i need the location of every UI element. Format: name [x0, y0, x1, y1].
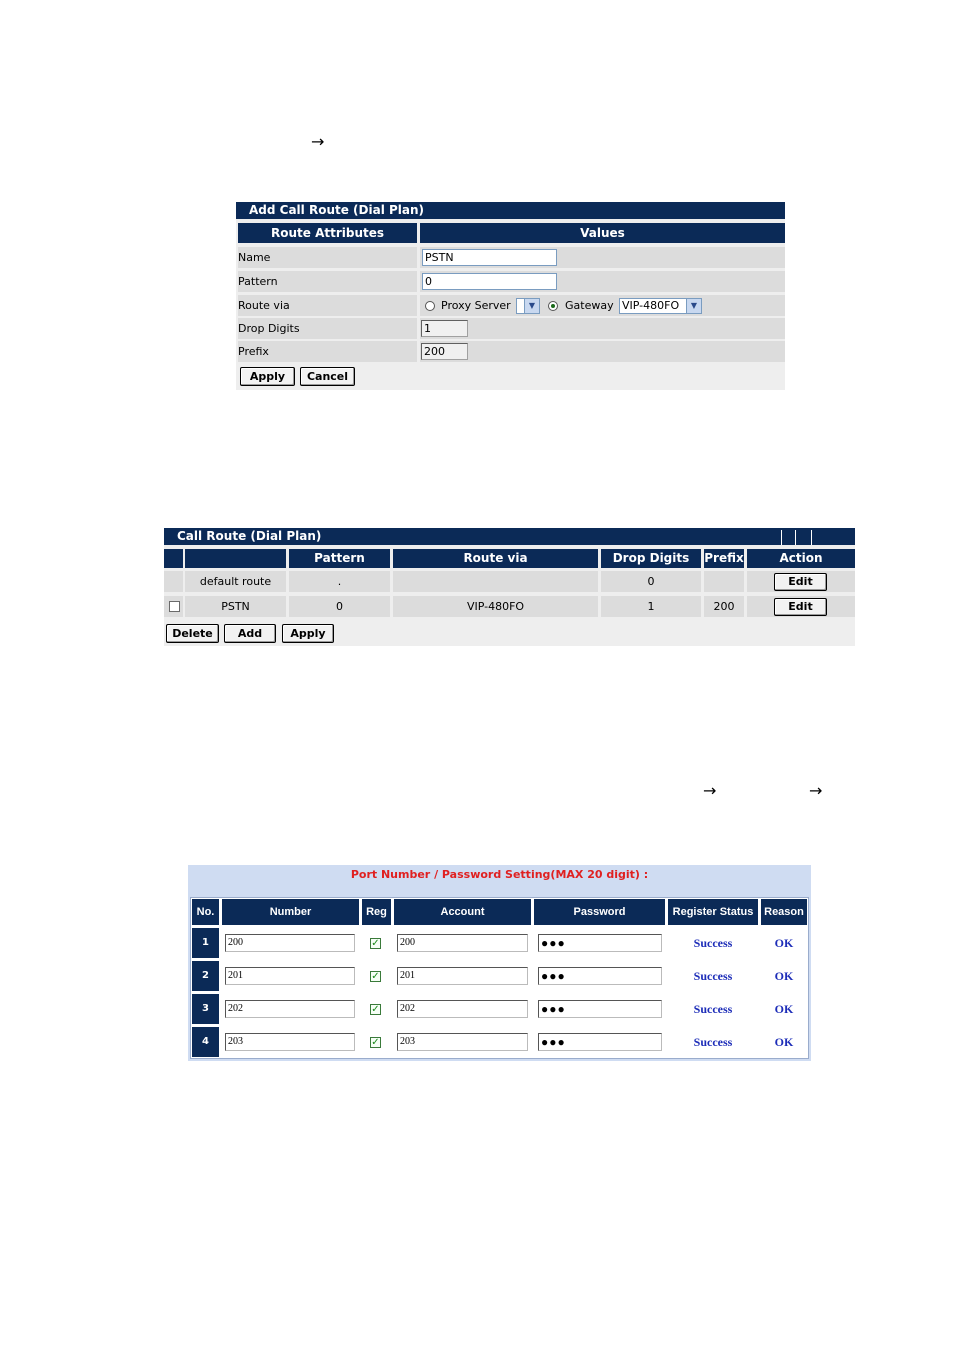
add-call-route-panel [236, 202, 785, 390]
register-status: Success [693, 1002, 733, 1016]
pattern-input[interactable]: 0 [422, 273, 557, 290]
gateway-label: Gateway [565, 299, 614, 312]
table-row [188, 1027, 811, 1057]
column-header-password: Password [534, 899, 665, 925]
table-row [188, 961, 811, 991]
chevron-down-icon: ▼ [686, 299, 701, 313]
column-header-name [185, 549, 286, 568]
gateway-select-value: VIP-480FO [622, 299, 680, 312]
action-cell [747, 571, 855, 592]
name-value-cell [420, 247, 785, 268]
proxy-server-radio[interactable] [425, 301, 435, 311]
name-input[interactable]: PSTN [422, 249, 557, 266]
column-header-pattern: Pattern [289, 549, 390, 568]
column-header-number: Number [222, 899, 359, 925]
column-header-select [164, 549, 183, 568]
panel-title: Port Number / Password Setting(MAX 20 digit) : [350, 868, 649, 881]
row-prefix [236, 341, 785, 362]
port-no-cell: 2 [192, 961, 219, 991]
account-input[interactable]: 201 [397, 967, 528, 985]
pattern-cell: 0 [289, 596, 390, 617]
arrow-right-icon: → [809, 781, 823, 800]
port-no-cell: 4 [192, 1027, 219, 1057]
password-input[interactable]: ●●● [538, 934, 662, 952]
route-via-label: Route via [238, 295, 417, 316]
account-input[interactable]: 203 [397, 1033, 528, 1051]
number-input[interactable]: 203 [225, 1033, 355, 1051]
drop-digits-cell: 0 [601, 571, 701, 592]
reason: OK [774, 1002, 794, 1016]
port-no-cell: 1 [192, 928, 219, 958]
number-input[interactable]: 201 [225, 967, 355, 985]
register-status: Success [693, 936, 733, 950]
drop-digits-label: Drop Digits [238, 318, 417, 339]
pattern-label: Pattern [238, 271, 417, 292]
select-cell [164, 571, 183, 592]
column-header-register-status: Register Status [668, 899, 758, 925]
route-via-cell [393, 571, 598, 592]
table-row [164, 596, 855, 617]
column-header-route-via: Route via [393, 549, 598, 568]
arrow-right-icon: → [703, 781, 717, 800]
reg-checkbox[interactable]: ✓ [371, 1004, 380, 1015]
number-input[interactable]: 200 [225, 934, 355, 952]
drop-digits-value-cell [420, 318, 785, 339]
port-number-panel [188, 865, 811, 1061]
row-route-via [236, 295, 785, 316]
prefix-cell [704, 571, 744, 592]
prefix-value-cell [420, 341, 785, 362]
port-no-cell: 3 [192, 994, 219, 1024]
edit-button[interactable]: Edit [774, 598, 827, 616]
action-cell [747, 596, 855, 617]
proxy-server-select[interactable] [516, 298, 540, 314]
register-status: Success [693, 969, 733, 983]
column-header-prefix: Prefix [704, 549, 744, 568]
name-label: Name [238, 247, 417, 268]
add-button[interactable]: Add [224, 624, 276, 643]
password-input[interactable]: ●●● [538, 1000, 662, 1018]
reason: OK [774, 1035, 794, 1049]
title-divider [795, 530, 796, 545]
panel-title: Add Call Route (Dial Plan) [236, 202, 785, 219]
table-row [164, 571, 855, 592]
column-header-account: Account [394, 899, 531, 925]
route-via-value-cell [420, 295, 785, 316]
call-route-panel [164, 528, 855, 646]
apply-button[interactable]: Apply [282, 624, 334, 643]
reason: OK [774, 936, 794, 950]
delete-button[interactable]: Delete [166, 624, 219, 643]
table-row [188, 994, 811, 1024]
apply-button[interactable]: Apply [240, 367, 295, 386]
register-status: Success [693, 1035, 733, 1049]
prefix-input[interactable]: 200 [421, 343, 468, 360]
column-header-reg: Reg [362, 899, 391, 925]
account-input[interactable]: 202 [397, 1000, 528, 1018]
route-name-cell: default route [185, 571, 286, 592]
row-pattern [236, 271, 785, 292]
reg-checkbox[interactable]: ✓ [371, 1037, 380, 1048]
column-header-action: Action [747, 549, 855, 568]
chevron-down-icon: ▼ [524, 299, 539, 313]
column-header-values: Values [420, 223, 785, 243]
edit-button[interactable]: Edit [774, 573, 827, 591]
password-input[interactable]: ●●● [538, 967, 662, 985]
number-input[interactable]: 202 [225, 1000, 355, 1018]
reg-checkbox[interactable]: ✓ [371, 971, 380, 982]
row-name [236, 247, 785, 268]
select-cell [164, 596, 183, 617]
arrow-right-icon: → [311, 132, 325, 151]
cancel-button[interactable]: Cancel [300, 367, 355, 386]
column-header-reason: Reason [761, 899, 807, 925]
account-input[interactable]: 200 [397, 934, 528, 952]
pattern-cell: . [289, 571, 390, 592]
reg-checkbox[interactable]: ✓ [371, 938, 380, 949]
title-divider [811, 530, 812, 545]
pattern-value-cell [420, 271, 785, 292]
panel-title: Call Route (Dial Plan) [164, 528, 855, 545]
row-checkbox[interactable] [169, 601, 180, 612]
column-header-no: No. [192, 899, 219, 925]
column-header-attributes: Route Attributes [238, 223, 417, 243]
prefix-cell: 200 [704, 596, 744, 617]
reason: OK [774, 969, 794, 983]
password-input[interactable]: ●●● [538, 1033, 662, 1051]
column-header-drop-digits: Drop Digits [601, 549, 701, 568]
drop-digits-cell: 1 [601, 596, 701, 617]
drop-digits-input[interactable]: 1 [421, 320, 468, 337]
route-name-cell: PSTN [185, 596, 286, 617]
table-row [188, 928, 811, 958]
route-via-cell: VIP-480FO [393, 596, 598, 617]
proxy-server-label: Proxy Server [441, 299, 511, 312]
prefix-label: Prefix [238, 341, 417, 362]
row-drop-digits [236, 318, 785, 339]
gateway-select[interactable] [619, 298, 702, 314]
gateway-radio[interactable] [548, 301, 558, 311]
title-divider [781, 530, 782, 545]
